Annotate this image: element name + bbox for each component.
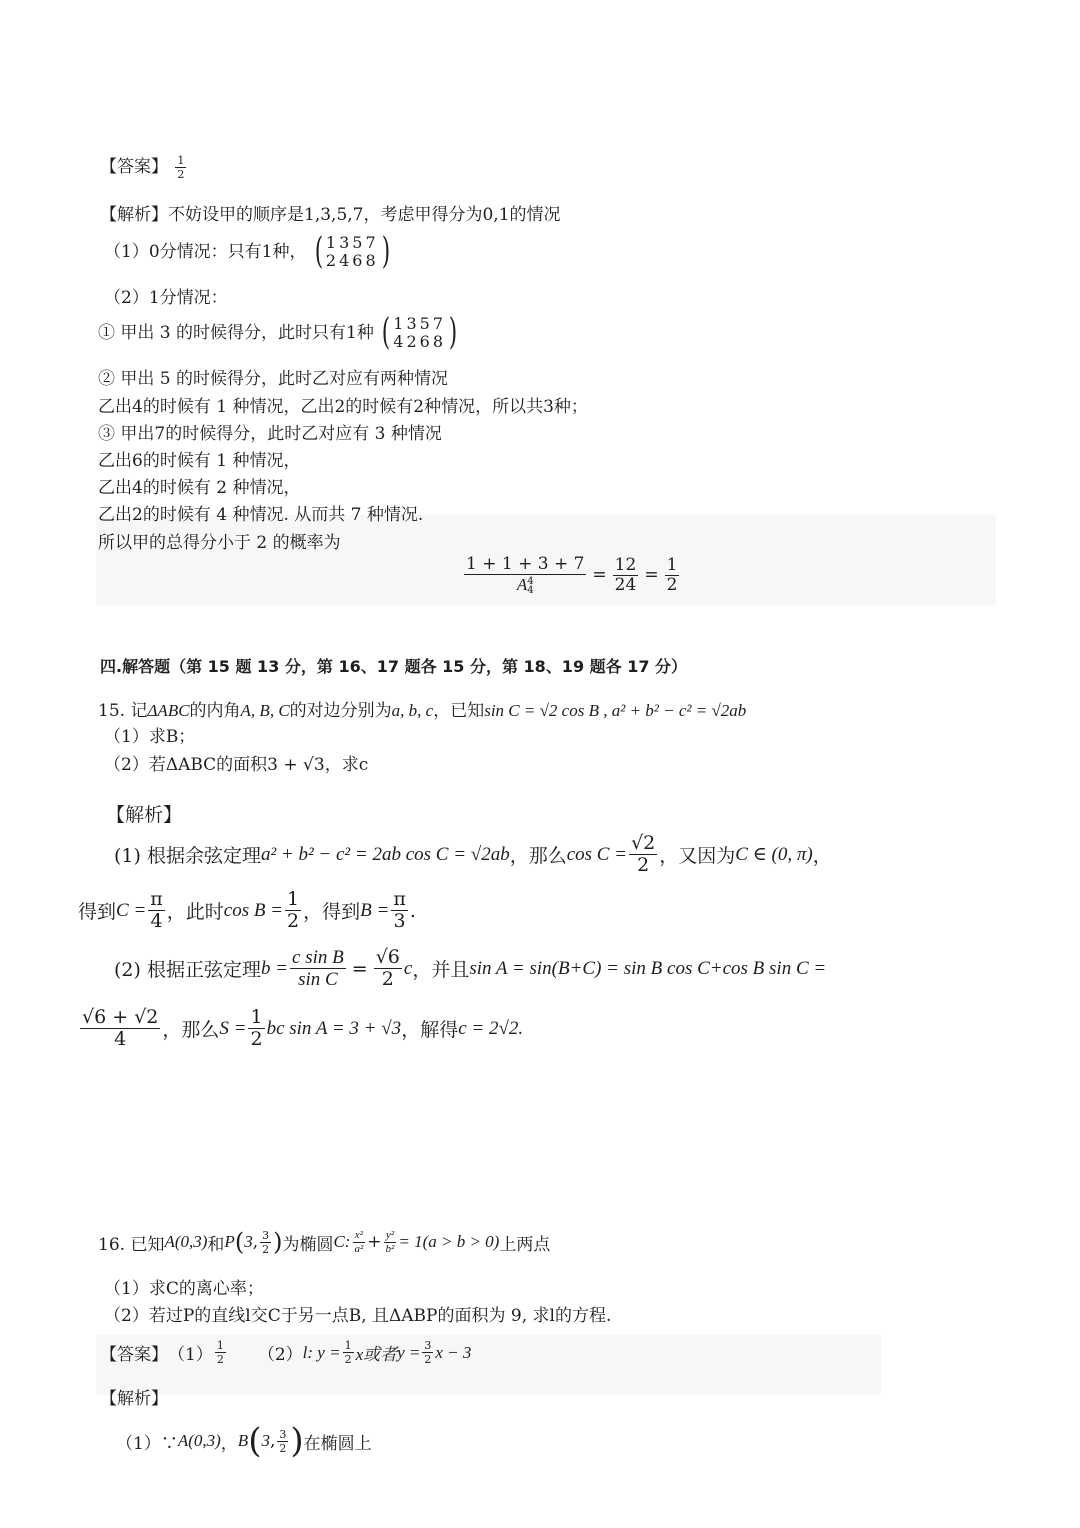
b-y-fraction: $\frac{3}{2}$ — [279, 1427, 287, 1455]
analysis-intro — [100, 200, 561, 225]
probability-fraction-2: $\frac{12}{24}$ — [614, 554, 637, 595]
analysis-label: 【解析】 — [100, 205, 168, 225]
q16-part1: （1）求C的离心率； — [104, 1279, 264, 1299]
matrix-case-zero: ( 1357 2468 ) — [314, 231, 390, 273]
case-zero-line — [104, 231, 393, 273]
y-term-fraction: $\frac{\text{y²}}{\text{b²}}$ — [385, 1228, 395, 1255]
root6-fraction: $\frac{√6}{2}$ — [375, 946, 400, 990]
cos-b-fraction: $\frac{1}{2}$ — [287, 888, 300, 932]
sub-case-1: ① 甲出 3 的时候得分，此时只有1种 ( 1357 4268 ) — [98, 315, 460, 352]
q16-solution-label: 【解析】 — [100, 1389, 168, 1409]
x-term-fraction: $\frac{\text{x²}}{\text{a²}}$ — [354, 1228, 364, 1255]
line-d: 乙出2的时候有 4 种情况. 从而共 7 种情况. — [98, 505, 424, 525]
cos-c-fraction: $\frac{√2}{2}$ — [631, 832, 656, 876]
line-b: 乙出6的时候有 1 种情况， — [98, 451, 301, 471]
q15-part2: （2）若ΔABC的面积3 + √3，求c — [104, 755, 369, 775]
slope-fraction-2: $\frac{3}{2}$ — [424, 1339, 432, 1366]
b-value-fraction: $\frac{\pi}{3}$ — [393, 888, 406, 932]
analysis-text: 不妨设甲的顺序是1,3,5,7，考虑甲得分为0,1的情况 — [168, 205, 561, 225]
half-fraction: $\frac{1}{2}$ — [250, 1006, 263, 1050]
q15-solution-line3: (2) 根据正弦定理 b = $\frac{\text{c sin B}}{\text{sin C}}$ = $\frac{√6}{2}$ c ，并且 sin A = sin(B+C) = sin B cos C+cos B sin C = — [114, 946, 827, 990]
answer-label: 【答案】 — [100, 157, 168, 177]
line-e: 所以甲的总得分小于 2 的概率为 — [98, 533, 341, 553]
line-c: 乙出4的时候有 2 种情况， — [98, 478, 301, 498]
sin-a-fraction: $\frac{√6 + √2}{4}$ — [82, 1006, 159, 1050]
q16-stem: 16. 已知 A(0,3) 和 P ( 3 , $\frac{3}{2}$ ) 为椭圆 C: $\frac{\text{x²}}{\text{a²}}$ + $\frac{\text{y²}}{\text{b²}}$ = 1(a > b > 0) 上两点 — [98, 1228, 551, 1256]
slope-fraction-1: $\frac{1}{2}$ — [344, 1339, 352, 1366]
q16-part2: （2）若过P的直线l交C于另一点B, 且ΔABP的面积为 9, 求l的方程. — [104, 1306, 612, 1326]
matrix-case-one: ( 1357 4268 ) — [382, 312, 458, 354]
q15-solution-line4: $\frac{√6 + √2}{4}$ ，那么 S = $\frac{1}{2}$ bc sin A = 3 + √3 ，解得 c = 2√2. — [82, 1006, 524, 1050]
q15-solution-line1: (1) 根据余弦定理 a² + b² − c² = 2ab cos C = √2ab ，那么 cos C = $\frac{√2}{2}$ ，又因为 C ∈ (0, π) ， — [114, 832, 832, 876]
q15-solution-line2: 得到 C = $\frac{\pi}{4}$ ，此时 cos B = $\frac{1}{2}$ ，得到 B = $\frac{\pi}{3}$ . — [78, 888, 416, 932]
case-one-line: （2）1分情况： — [104, 288, 228, 308]
probability-equation: 1 + 1 + 3 + 7 A 4 4 = $\frac{12}{24}$ = $\frac{1}{2}$ — [466, 554, 678, 596]
q16-answer-line: 【答案】 （1） $\frac{1}{2}$ （2） l: y = $\frac{1}{2}$ x或者 y = $\frac{3}{2}$ x − 3 — [100, 1339, 472, 1366]
probability-fraction-3: $\frac{1}{2}$ — [666, 554, 678, 595]
probability-fraction: 1 + 1 + 3 + 7 A 4 4 — [466, 554, 585, 596]
sub-case-3: ③ 甲出7的时候得分，此时乙对应有 3 种情况 — [98, 424, 442, 444]
q15-solution-label: 【解析】 — [106, 804, 183, 826]
section-heading: 四.解答题（第 15 题 13 分，第 16、17 题各 15 分，第 18、19 题各 17 分） — [100, 657, 688, 676]
sub-case-2: ② 甲出 5 的时候得分，此时乙对应有两种情况 — [98, 369, 449, 389]
c-value-fraction: $\frac{\pi}{4}$ — [150, 888, 163, 932]
q15-part1: （1）求B； — [104, 727, 196, 747]
eccentricity-fraction: $\frac{1}{2}$ — [216, 1339, 224, 1366]
q15-stem: 15. 记ΔABC的内角A, B, C的对边分别为a, b, c，已知sin C = √2 cos B , a² + b² − c² = √2ab — [98, 701, 747, 721]
q16-solution-line1: （1）∵ A(0,3) ， B ( 3 , $\frac{3}{2}$ ) 在椭圆上 — [116, 1421, 372, 1461]
p-y-fraction: $\frac{3}{2}$ — [262, 1228, 270, 1256]
answer-line — [100, 152, 188, 180]
answer-fraction: $\frac{1}{2}$ — [177, 154, 185, 181]
sine-rule-fraction: $\frac{\text{c sin B}}{\text{sin C}}$ — [292, 947, 344, 990]
line-a: 乙出4的时候有 1 种情况，乙出2的时候有2种情况，所以共3种； — [98, 397, 588, 417]
case-zero-text: （1）0分情况：只有1种， — [104, 241, 307, 262]
